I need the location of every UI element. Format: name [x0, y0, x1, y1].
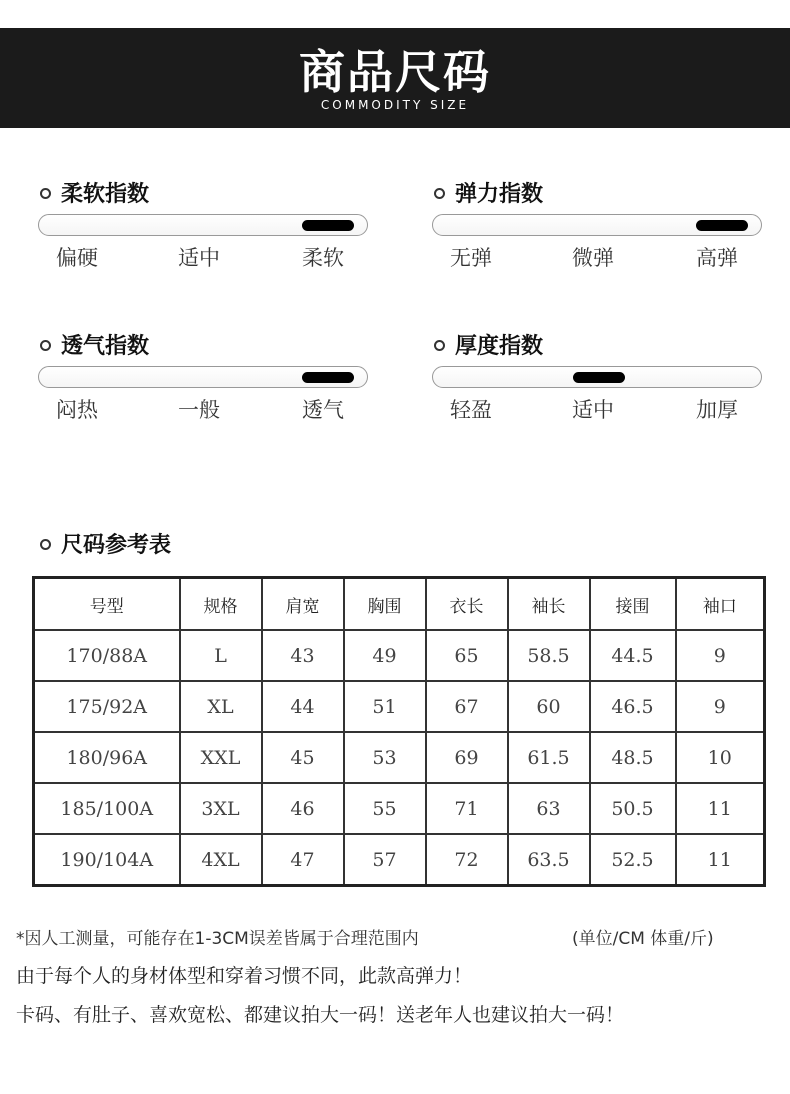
table-cell: 180/96A — [34, 732, 180, 783]
table-header-cell: 衣长 — [426, 578, 508, 631]
table-cell: 11 — [676, 783, 765, 834]
softness-index — [38, 180, 368, 270]
fit-note: 由于每个人的身材体型和穿着习惯不同，此款高弹力！ — [16, 965, 473, 987]
index-marker — [302, 372, 354, 383]
index-label-high: 柔软 — [302, 246, 344, 270]
index-title: 厚度指数 — [455, 334, 544, 359]
page-title: 商品尺码 — [299, 45, 491, 99]
index-title: 弹力指数 — [455, 182, 544, 207]
measurement-note: *因人工测量，可能存在1-3CM误差皆属于合理范围内 — [16, 929, 419, 949]
table-cell: 51 — [344, 681, 426, 732]
table-cell: 58.5 — [508, 630, 590, 681]
breathability-index — [38, 332, 368, 422]
table-header-row — [34, 578, 765, 631]
index-track — [432, 366, 762, 388]
table-cell: 67 — [426, 681, 508, 732]
thickness-index — [432, 332, 762, 422]
index-label-high: 透气 — [302, 398, 344, 422]
index-label-low: 偏硬 — [56, 246, 98, 270]
table-cell: 71 — [426, 783, 508, 834]
table-header-cell: 袖长 — [508, 578, 590, 631]
table-cell: 65 — [426, 630, 508, 681]
table-cell: 53 — [344, 732, 426, 783]
table-cell: 52.5 — [590, 834, 676, 886]
table-row — [34, 783, 765, 834]
bullet-icon — [40, 539, 51, 550]
table-cell: 43 — [262, 630, 344, 681]
index-label-low: 闷热 — [56, 398, 98, 422]
table-cell: 55 — [344, 783, 426, 834]
index-marker — [696, 220, 748, 231]
table-cell: 3XL — [180, 783, 262, 834]
table-cell: 60 — [508, 681, 590, 732]
bullet-icon — [434, 188, 445, 199]
table-cell: 46.5 — [590, 681, 676, 732]
table-cell: XL — [180, 681, 262, 732]
index-label-low: 无弹 — [450, 246, 492, 270]
table-row — [34, 834, 765, 886]
table-cell: 45 — [262, 732, 344, 783]
table-cell: XXL — [180, 732, 262, 783]
table-cell: 185/100A — [34, 783, 180, 834]
table-cell: 190/104A — [34, 834, 180, 886]
index-label-mid: 微弹 — [572, 246, 614, 270]
header-banner — [0, 28, 790, 128]
table-cell: 57 — [344, 834, 426, 886]
table-cell: 175/92A — [34, 681, 180, 732]
index-marker — [573, 372, 625, 383]
page-subtitle: COMMODITY SIZE — [320, 98, 470, 112]
table-cell: 9 — [676, 681, 765, 732]
elasticity-index — [432, 180, 762, 270]
index-label-high: 加厚 — [696, 398, 738, 422]
table-cell: 170/88A — [34, 630, 180, 681]
table-header-cell: 规格 — [180, 578, 262, 631]
table-header-cell: 袖口 — [676, 578, 765, 631]
index-track — [38, 366, 368, 388]
table-row — [34, 681, 765, 732]
table-row — [34, 630, 765, 681]
table-cell: 11 — [676, 834, 765, 886]
bullet-icon — [40, 340, 51, 351]
table-cell: 4XL — [180, 834, 262, 886]
table-header-cell: 胸围 — [344, 578, 426, 631]
index-label-mid: 适中 — [572, 398, 614, 422]
size-table — [32, 576, 766, 887]
bullet-icon — [40, 188, 51, 199]
table-cell: 63.5 — [508, 834, 590, 886]
size-chart-title: 尺码参考表 — [38, 528, 171, 559]
index-label-high: 高弹 — [696, 246, 738, 270]
table-cell: 44.5 — [590, 630, 676, 681]
table-cell: 49 — [344, 630, 426, 681]
table-cell: 10 — [676, 732, 765, 783]
table-cell: 47 — [262, 834, 344, 886]
index-marker — [302, 220, 354, 231]
table-cell: 50.5 — [590, 783, 676, 834]
index-track — [432, 214, 762, 236]
table-cell: 61.5 — [508, 732, 590, 783]
table-cell: 44 — [262, 681, 344, 732]
table-header-cell: 接围 — [590, 578, 676, 631]
bullet-icon — [434, 340, 445, 351]
index-title: 透气指数 — [61, 334, 150, 359]
index-label-low: 轻盈 — [450, 398, 492, 422]
index-track — [38, 214, 368, 236]
index-label-mid: 一般 — [178, 398, 220, 422]
table-header-cell: 肩宽 — [262, 578, 344, 631]
table-cell: 69 — [426, 732, 508, 783]
index-label-mid: 适中 — [178, 246, 220, 270]
table-cell: L — [180, 630, 262, 681]
table-row — [34, 732, 765, 783]
unit-note: (单位/CM 体重/斤) — [572, 929, 714, 949]
table-cell: 46 — [262, 783, 344, 834]
table-header-cell: 号型 — [34, 578, 180, 631]
table-cell: 9 — [676, 630, 765, 681]
size-advice-note: 卡码、有肚子、喜欢宽松、都建议拍大一码！送老年人也建议拍大一码！ — [16, 1004, 625, 1026]
index-title: 柔软指数 — [61, 182, 150, 207]
table-cell: 72 — [426, 834, 508, 886]
table-cell: 63 — [508, 783, 590, 834]
table-cell: 48.5 — [590, 732, 676, 783]
